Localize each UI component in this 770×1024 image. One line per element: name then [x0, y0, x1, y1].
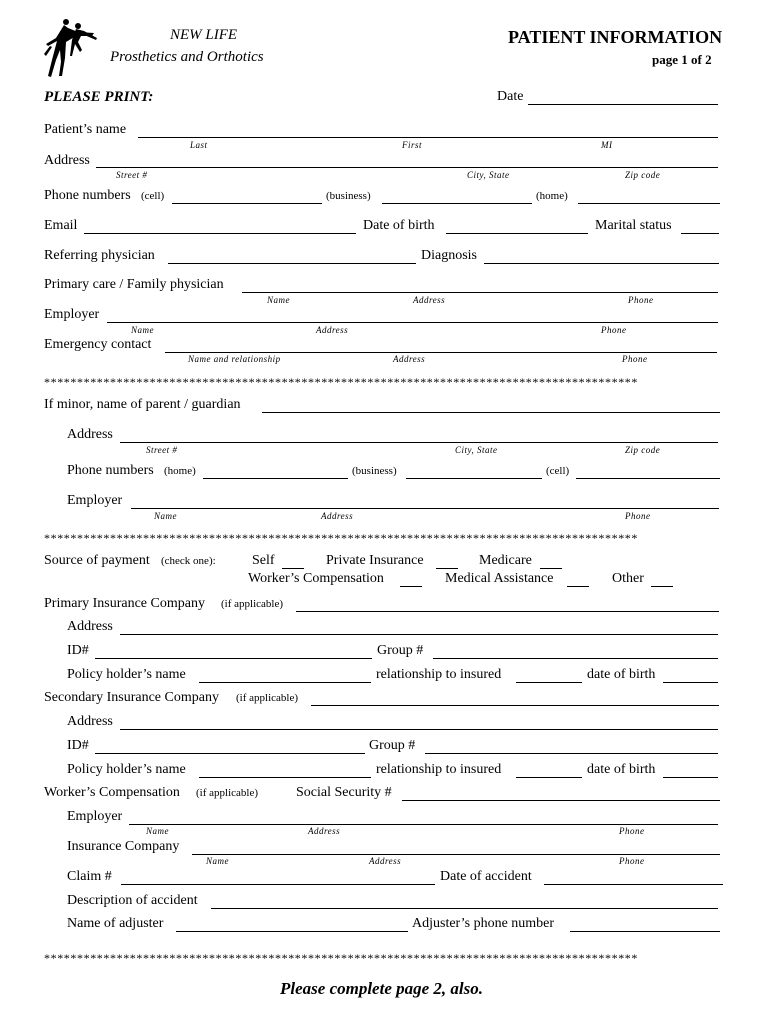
marital-field[interactable]	[681, 233, 719, 234]
primary-ins-group-label: Group #	[377, 643, 424, 658]
email-label: Email	[44, 218, 78, 233]
ssn-label: Social Security #	[296, 785, 392, 800]
emergency-label: Emergency contact	[44, 337, 152, 352]
primary-ins-dob-field[interactable]	[663, 682, 718, 683]
please-print-label: PLEASE PRINT:	[44, 89, 154, 105]
primary-ins-address-label: Address	[67, 619, 113, 634]
primary-ins-dob-label: date of birth	[587, 667, 656, 682]
address-field[interactable]	[96, 167, 718, 168]
company-logo-icon	[42, 16, 100, 78]
secondary-ins-dob-label: date of birth	[587, 762, 656, 777]
payment-medical-assistance-label: Medical Assistance	[445, 571, 554, 586]
secondary-ins-group-field[interactable]	[425, 753, 718, 754]
diagnosis-field[interactable]	[484, 263, 719, 264]
separator-1: ******************************************************************************************	[44, 375, 638, 389]
date-field[interactable]	[528, 104, 718, 105]
secondary-ins-id-field[interactable]	[95, 753, 365, 754]
secondary-ins-holder-label: Policy holder’s name	[67, 762, 186, 777]
patient-name-field[interactable]	[138, 137, 718, 138]
guardian-address-sub-city: City, State	[455, 445, 498, 455]
secondary-insurance-field[interactable]	[311, 705, 719, 706]
name-sub-last: Last	[190, 140, 208, 150]
adjuster-phone-label: Adjuster’s phone number	[412, 916, 555, 931]
secondary-ins-relationship-field[interactable]	[516, 777, 582, 778]
primary-ins-address-field[interactable]	[120, 634, 718, 635]
emergency-sub-phone: Phone	[622, 354, 648, 364]
primary-care-sub-address: Address	[413, 295, 446, 305]
company-subtitle: Prosthetics and Orthotics	[110, 49, 264, 65]
primary-insurance-field[interactable]	[296, 611, 719, 612]
phone-business-field[interactable]	[382, 203, 532, 204]
secondary-ins-address-field[interactable]	[120, 729, 718, 730]
employer-sub-address: Address	[316, 325, 349, 335]
secondary-ins-id-label: ID#	[67, 738, 89, 753]
accident-description-label: Description of accident	[67, 893, 198, 908]
guardian-employer-label: Employer	[67, 493, 123, 508]
payment-private-label: Private Insurance	[326, 553, 424, 568]
wc-insurance-field[interactable]	[192, 854, 720, 855]
payment-medical-assistance-checkbox[interactable]	[567, 586, 589, 587]
diagnosis-label: Diagnosis	[421, 248, 477, 263]
phone-home-label: (home)	[536, 190, 568, 202]
employer-field[interactable]	[107, 322, 718, 323]
accident-date-label: Date of accident	[440, 869, 532, 884]
claim-label: Claim #	[67, 869, 112, 884]
guardian-home-field[interactable]	[203, 478, 348, 479]
wc-employer-sub-name: Name	[146, 826, 169, 836]
payment-self-checkbox[interactable]	[282, 568, 304, 569]
guardian-cell-label: (cell)	[546, 465, 570, 477]
wc-employer-field[interactable]	[129, 824, 718, 825]
payment-private-checkbox[interactable]	[436, 568, 458, 569]
guardian-name-field[interactable]	[262, 412, 720, 413]
secondary-ins-address-label: Address	[67, 714, 113, 729]
adjuster-label: Name of adjuster	[67, 916, 164, 931]
employer-label: Employer	[44, 307, 100, 322]
referring-label: Referring physician	[44, 248, 155, 263]
primary-insurance-if-applicable: (if applicable)	[221, 598, 283, 610]
secondary-ins-dob-field[interactable]	[663, 777, 718, 778]
employer-sub-phone: Phone	[601, 325, 627, 335]
phone-cell-field[interactable]	[172, 203, 322, 204]
address-sub-street: Street #	[116, 170, 148, 180]
marital-label: Marital status	[595, 218, 672, 233]
separator-3: ******************************************************************************************	[44, 951, 638, 965]
primary-care-sub-name: Name	[267, 295, 290, 305]
payment-other-checkbox[interactable]	[651, 586, 673, 587]
primary-ins-id-label: ID#	[67, 643, 89, 658]
address-sub-city: City, State	[467, 170, 510, 180]
secondary-insurance-if-applicable: (if applicable)	[236, 692, 298, 704]
accident-description-field[interactable]	[211, 908, 718, 909]
primary-ins-holder-label: Policy holder’s name	[67, 667, 186, 682]
company-name: NEW LIFE	[170, 27, 238, 43]
primary-ins-id-field[interactable]	[95, 658, 372, 659]
primary-care-sub-phone: Phone	[628, 295, 654, 305]
emergency-sub-address: Address	[393, 354, 426, 364]
accident-date-field[interactable]	[544, 884, 723, 885]
ssn-field[interactable]	[402, 800, 720, 801]
employer-sub-name: Name	[131, 325, 154, 335]
secondary-insurance-label: Secondary Insurance Company	[44, 690, 219, 705]
guardian-address-label: Address	[67, 427, 113, 442]
guardian-employer-sub-phone: Phone	[625, 511, 651, 521]
guardian-address-field[interactable]	[120, 442, 718, 443]
primary-insurance-label: Primary Insurance Company	[44, 596, 205, 611]
guardian-employer-sub-address: Address	[321, 511, 354, 521]
primary-care-label: Primary care / Family physician	[44, 277, 224, 292]
secondary-ins-relationship-label: relationship to insured	[376, 762, 502, 777]
claim-field[interactable]	[121, 884, 435, 885]
email-field[interactable]	[84, 233, 356, 234]
wc-insurance-sub-address: Address	[369, 856, 402, 866]
payment-other-label: Other	[612, 571, 644, 586]
payment-workers-checkbox[interactable]	[400, 586, 422, 587]
phone-home-field[interactable]	[578, 203, 720, 204]
primary-ins-relationship-field[interactable]	[516, 682, 582, 683]
primary-ins-relationship-label: relationship to insured	[376, 667, 502, 682]
wc-insurance-sub-name: Name	[206, 856, 229, 866]
patient-name-label: Patient’s name	[44, 122, 127, 137]
payment-source-label: Source of payment	[44, 553, 150, 568]
referring-field[interactable]	[168, 263, 416, 264]
primary-ins-holder-field[interactable]	[199, 682, 371, 683]
guardian-home-label: (home)	[164, 465, 196, 477]
phone-label: Phone numbers	[44, 188, 131, 203]
secondary-ins-group-label: Group #	[369, 738, 416, 753]
guardian-label: If minor, name of parent / guardian	[44, 397, 241, 412]
footer-note: Please complete page 2, also.	[280, 979, 484, 998]
page-indicator: page 1 of 2	[652, 52, 712, 67]
wc-employer-label: Employer	[67, 809, 123, 824]
primary-ins-group-field[interactable]	[433, 658, 718, 659]
payment-workers-label: Worker’s Compensation	[248, 571, 384, 586]
emergency-sub-name: Name and relationship	[188, 354, 281, 364]
phone-cell-label: (cell)	[141, 190, 165, 202]
dob-label: Date of birth	[363, 218, 435, 233]
secondary-ins-holder-field[interactable]	[199, 777, 371, 778]
workers-comp-label: Worker’s Compensation	[44, 785, 180, 800]
guardian-employer-sub-name: Name	[154, 511, 177, 521]
separator-2: ******************************************************************************************	[44, 531, 638, 545]
payment-self-label: Self	[252, 553, 275, 568]
address-label: Address	[44, 153, 90, 168]
phone-business-label: (business)	[326, 190, 371, 202]
wc-employer-sub-address: Address	[308, 826, 341, 836]
payment-medicare-label: Medicare	[479, 553, 532, 568]
guardian-cell-field[interactable]	[576, 478, 720, 479]
guardian-address-sub-zip: Zip code	[625, 445, 661, 455]
name-sub-first: First	[402, 140, 423, 150]
wc-employer-sub-phone: Phone	[619, 826, 645, 836]
guardian-business-label: (business)	[352, 465, 397, 477]
wc-insurance-label: Insurance Company	[67, 839, 180, 854]
guardian-business-field[interactable]	[406, 478, 542, 479]
emergency-field[interactable]	[165, 352, 717, 353]
payment-check-one: (check one):	[161, 555, 216, 567]
guardian-employer-field[interactable]	[131, 508, 719, 509]
guardian-address-sub-street: Street #	[146, 445, 178, 455]
address-sub-zip: Zip code	[625, 170, 661, 180]
primary-care-field[interactable]	[242, 292, 718, 293]
adjuster-phone-field[interactable]	[570, 931, 720, 932]
payment-medicare-checkbox[interactable]	[540, 568, 562, 569]
adjuster-field[interactable]	[176, 931, 408, 932]
form-title: PATIENT INFORMATION	[508, 27, 723, 47]
dob-field[interactable]	[446, 233, 588, 234]
guardian-phone-label: Phone numbers	[67, 463, 154, 478]
name-sub-mi: MI	[601, 140, 613, 150]
wc-insurance-sub-phone: Phone	[619, 856, 645, 866]
workers-comp-if-applicable: (if applicable)	[196, 787, 258, 799]
date-label: Date	[497, 89, 524, 104]
